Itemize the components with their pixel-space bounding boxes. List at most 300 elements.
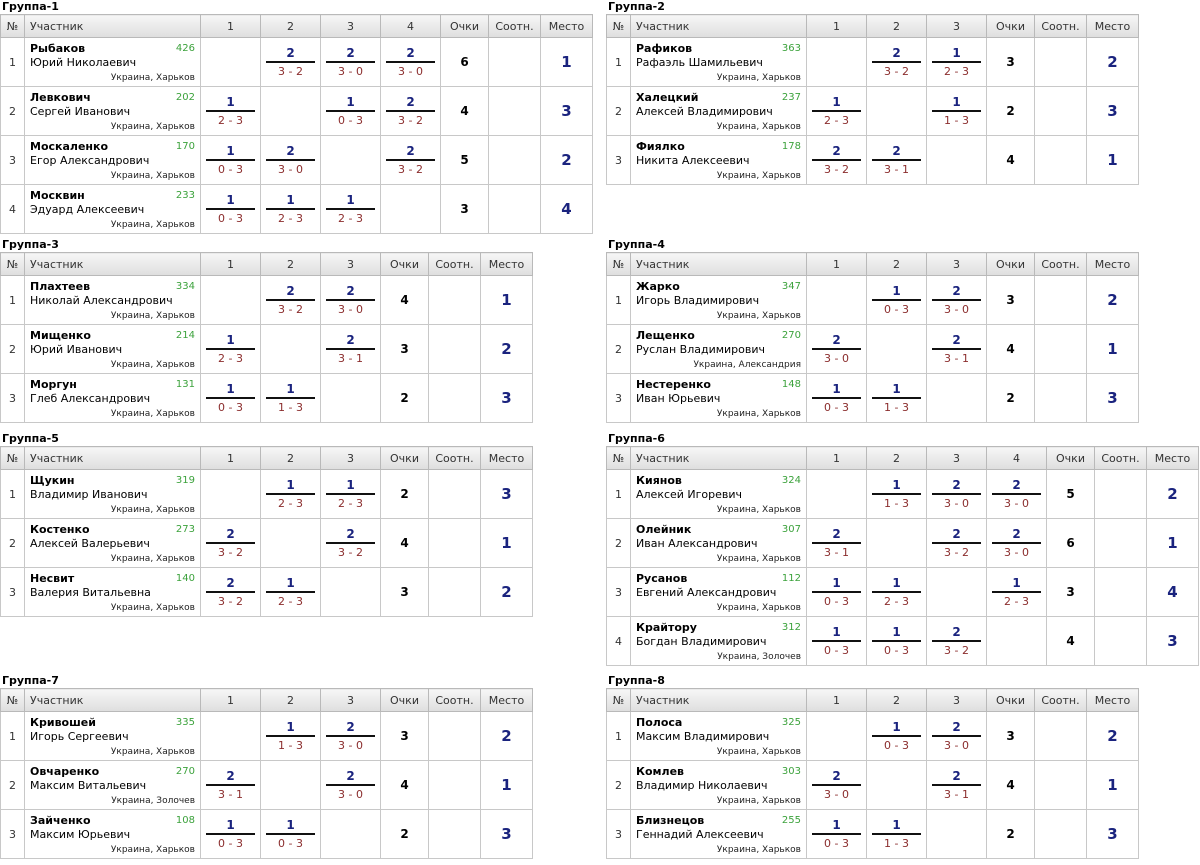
player-rating: 312	[781, 622, 801, 633]
match-result	[987, 519, 1047, 568]
header-num: №	[1, 447, 25, 470]
match-result	[201, 568, 261, 617]
player-lastname[interactable]: Зайченко	[30, 814, 91, 827]
place-cell: 3	[1147, 617, 1199, 666]
match-result	[807, 374, 867, 423]
header-opponent: 3	[927, 15, 987, 38]
header-row	[1, 15, 593, 38]
match-points: 2	[286, 283, 295, 298]
header-opponent: 1	[807, 447, 867, 470]
player-city: Украина, Харьков	[110, 603, 195, 613]
row-number: 1	[1, 276, 25, 325]
header-row	[1, 447, 533, 470]
self-match-cell	[807, 38, 867, 87]
player-rating: 335	[175, 717, 195, 728]
points-cell: 2	[987, 810, 1035, 859]
match-points: 2	[346, 719, 355, 734]
match-points: 2	[226, 526, 235, 541]
points-cell: 2	[987, 87, 1035, 136]
match-result	[807, 519, 867, 568]
match-points: 1	[346, 192, 355, 207]
group-table	[606, 688, 1139, 859]
points-cell: 4	[987, 325, 1035, 374]
player-lastname[interactable]: Мищенко	[30, 329, 91, 342]
player-lastname[interactable]: Халецкий	[636, 91, 699, 104]
player-cell[interactable]	[25, 761, 201, 810]
player-lastname[interactable]: Нестеренко	[636, 378, 711, 391]
player-cell[interactable]	[631, 617, 807, 666]
points-cell: 6	[441, 38, 489, 87]
header-player: Участник	[631, 15, 807, 38]
points-cell: 4	[987, 136, 1035, 185]
points-cell: 4	[441, 87, 489, 136]
match-points: 1	[832, 624, 841, 639]
player-lastname[interactable]: Несвит	[30, 572, 75, 585]
match-points: 2	[226, 768, 235, 783]
header-ratio: Соотн.	[1035, 253, 1087, 276]
match-score: 2 - 3	[884, 594, 909, 608]
ratio-cell	[1095, 568, 1147, 617]
points-cell: 6	[1047, 519, 1095, 568]
match-score: 3 - 2	[944, 545, 969, 559]
match-score: 0 - 3	[218, 162, 243, 176]
header-place: Место	[1087, 253, 1139, 276]
player-city: Украина, Харьков	[716, 171, 801, 181]
self-match-cell	[807, 276, 867, 325]
player-cell[interactable]	[631, 276, 807, 325]
match-score: 3 - 0	[338, 738, 363, 752]
match-result	[807, 568, 867, 617]
player-cell[interactable]	[631, 374, 807, 423]
row-number: 1	[607, 712, 631, 761]
ratio-cell	[429, 810, 481, 859]
player-lastname[interactable]: Лещенко	[636, 329, 695, 342]
header-place: Место	[481, 689, 533, 712]
player-city: Украина, Харьков	[716, 409, 801, 419]
match-result	[867, 617, 927, 666]
match-score: 1 - 3	[884, 836, 909, 850]
place-cell: 1	[1087, 761, 1139, 810]
player-cell[interactable]	[25, 38, 201, 87]
player-rating: 108	[175, 815, 195, 826]
header-opponent: 1	[201, 253, 261, 276]
match-result	[927, 38, 987, 87]
match-points: 1	[832, 381, 841, 396]
match-score: 1 - 3	[884, 400, 909, 414]
match-score: 0 - 3	[218, 211, 243, 225]
points-cell: 3	[381, 325, 429, 374]
row-number: 3	[607, 374, 631, 423]
place-cell: 2	[481, 325, 533, 374]
match-result	[261, 276, 321, 325]
player-firstname: Алексей Валерьевич	[30, 537, 150, 550]
ratio-cell	[489, 87, 541, 136]
match-score: 1 - 3	[944, 113, 969, 127]
player-lastname[interactable]: Киянов	[636, 474, 682, 487]
match-points: 1	[286, 575, 295, 590]
self-match-cell	[987, 617, 1047, 666]
self-match-cell	[321, 374, 381, 423]
place-cell: 3	[1087, 810, 1139, 859]
match-result	[321, 712, 381, 761]
ratio-cell	[1035, 136, 1087, 185]
row-number: 2	[607, 519, 631, 568]
player-city: Украина, Харьков	[110, 171, 195, 181]
player-firstname: Валерия Витальевна	[30, 586, 151, 599]
player-rating: 273	[175, 524, 195, 535]
table-row	[1, 712, 533, 761]
header-opponent: 2	[261, 253, 321, 276]
player-cell[interactable]	[631, 712, 807, 761]
match-result	[927, 761, 987, 810]
match-result	[321, 761, 381, 810]
row-number: 3	[1, 136, 25, 185]
match-points: 1	[286, 381, 295, 396]
match-points: 1	[226, 381, 235, 396]
header-player: Участник	[25, 15, 201, 38]
header-opponent: 3	[321, 447, 381, 470]
match-points: 1	[346, 94, 355, 109]
player-cell[interactable]	[631, 568, 807, 617]
player-cell[interactable]	[25, 87, 201, 136]
header-opponent: 1	[201, 15, 261, 38]
header-num: №	[607, 689, 631, 712]
match-score: 0 - 3	[824, 836, 849, 850]
group-5	[0, 432, 533, 617]
player-firstname: Евгений Александрович	[636, 586, 777, 599]
player-lastname[interactable]: Комлев	[636, 765, 685, 778]
header-row	[607, 253, 1139, 276]
player-rating: 214	[175, 330, 195, 341]
player-lastname[interactable]: Овчаренко	[30, 765, 100, 778]
ratio-cell	[1035, 276, 1087, 325]
player-lastname[interactable]: Жарко	[636, 280, 680, 293]
player-rating: 112	[781, 573, 801, 584]
player-lastname[interactable]: Щукин	[30, 474, 75, 487]
points-cell: 3	[381, 712, 429, 761]
player-rating: 237	[781, 92, 801, 103]
header-opponent: 1	[807, 689, 867, 712]
points-cell: 3	[987, 276, 1035, 325]
player-firstname: Никита Алексеевич	[636, 154, 750, 167]
match-score: 2 - 3	[338, 211, 363, 225]
match-points: 2	[346, 45, 355, 60]
self-match-cell	[867, 761, 927, 810]
group-title: Группа-2	[608, 0, 665, 13]
header-player: Участник	[631, 689, 807, 712]
table-row	[1, 136, 593, 185]
player-cell[interactable]	[25, 185, 201, 234]
match-result	[381, 87, 441, 136]
player-rating: 307	[781, 524, 801, 535]
player-city: Украина, Харьков	[716, 845, 801, 855]
header-num: №	[607, 447, 631, 470]
player-city: Украина, Харьков	[110, 747, 195, 757]
match-result	[261, 374, 321, 423]
match-score: 0 - 3	[884, 738, 909, 752]
match-result	[261, 568, 321, 617]
ratio-cell	[489, 38, 541, 87]
match-score: 3 - 0	[1004, 545, 1029, 559]
ratio-cell	[1095, 519, 1147, 568]
match-result	[201, 810, 261, 859]
self-match-cell	[927, 810, 987, 859]
player-firstname: Максим Владимирович	[636, 730, 770, 743]
row-number: 2	[1, 325, 25, 374]
player-cell[interactable]	[25, 568, 201, 617]
header-points: Очки	[987, 689, 1035, 712]
self-match-cell	[807, 712, 867, 761]
match-result	[927, 519, 987, 568]
group-title: Группа-7	[2, 674, 59, 687]
match-points: 1	[892, 283, 901, 298]
player-city: Украина, Харьков	[110, 505, 195, 515]
match-points: 2	[952, 624, 961, 639]
match-result	[201, 519, 261, 568]
match-score: 2 - 3	[824, 113, 849, 127]
match-score: 2 - 3	[218, 113, 243, 127]
table-row	[1, 761, 533, 810]
table-row	[607, 568, 1199, 617]
match-points: 2	[832, 768, 841, 783]
match-score: 3 - 0	[338, 64, 363, 78]
player-rating: 255	[781, 815, 801, 826]
match-result	[807, 761, 867, 810]
row-number: 3	[607, 810, 631, 859]
header-opponent: 3	[927, 689, 987, 712]
player-firstname: Егор Александрович	[30, 154, 150, 167]
points-cell: 3	[381, 568, 429, 617]
match-result	[807, 810, 867, 859]
player-firstname: Глеб Александрович	[30, 392, 151, 405]
player-cell[interactable]	[25, 712, 201, 761]
group-title: Группа-1	[2, 0, 59, 13]
player-lastname[interactable]: Крайтору	[636, 621, 697, 634]
ratio-cell	[1035, 38, 1087, 87]
header-points: Очки	[381, 689, 429, 712]
player-firstname: Иван Александрович	[636, 537, 758, 550]
match-points: 1	[286, 817, 295, 832]
match-score: 0 - 3	[218, 836, 243, 850]
player-lastname[interactable]: Москаленко	[30, 140, 109, 153]
place-cell: 1	[481, 761, 533, 810]
match-score: 3 - 2	[218, 545, 243, 559]
player-lastname[interactable]: Рыбаков	[30, 42, 86, 55]
match-points: 2	[346, 526, 355, 541]
header-opponent: 2	[867, 253, 927, 276]
row-number: 2	[607, 87, 631, 136]
match-result	[321, 276, 381, 325]
player-lastname[interactable]: Фиялко	[636, 140, 685, 153]
player-firstname: Владимир Николаевич	[636, 779, 768, 792]
match-result	[867, 374, 927, 423]
match-result	[321, 185, 381, 234]
player-cell[interactable]	[25, 136, 201, 185]
row-number: 3	[607, 568, 631, 617]
group-4	[606, 238, 1139, 423]
player-lastname[interactable]: Плахтеев	[30, 280, 91, 293]
player-firstname: Алексей Игоревич	[636, 488, 743, 501]
self-match-cell	[867, 519, 927, 568]
player-cell[interactable]	[25, 325, 201, 374]
match-score: 2 - 3	[218, 351, 243, 365]
match-score: 3 - 0	[338, 787, 363, 801]
player-rating: 140	[175, 573, 195, 584]
header-points: Очки	[381, 253, 429, 276]
header-ratio: Соотн.	[429, 689, 481, 712]
player-rating: 347	[781, 281, 801, 292]
table-row	[1, 38, 593, 87]
points-cell: 2	[381, 470, 429, 519]
points-cell: 3	[441, 185, 489, 234]
match-score: 2 - 3	[278, 496, 303, 510]
self-match-cell	[201, 38, 261, 87]
place-cell: 1	[1087, 325, 1139, 374]
player-cell[interactable]	[631, 87, 807, 136]
player-lastname[interactable]: Левкович	[30, 91, 91, 104]
player-rating: 178	[781, 141, 801, 152]
player-cell[interactable]	[631, 136, 807, 185]
table-row	[1, 374, 533, 423]
match-result	[381, 136, 441, 185]
header-opponent: 3	[321, 689, 381, 712]
row-number: 4	[1, 185, 25, 234]
table-row	[1, 185, 593, 234]
header-points: Очки	[441, 15, 489, 38]
player-cell[interactable]	[631, 810, 807, 859]
table-row	[607, 38, 1139, 87]
player-lastname[interactable]: Рафиков	[636, 42, 693, 55]
match-points: 1	[1012, 575, 1021, 590]
match-points: 2	[952, 719, 961, 734]
player-lastname[interactable]: Москвин	[30, 189, 85, 202]
header-opponent: 3	[321, 253, 381, 276]
match-score: 0 - 3	[824, 400, 849, 414]
player-lastname[interactable]: Близнецов	[636, 814, 705, 827]
header-player: Участник	[25, 689, 201, 712]
match-score: 1 - 3	[278, 738, 303, 752]
header-opponent: 3	[927, 447, 987, 470]
place-cell: 1	[1087, 136, 1139, 185]
header-player: Участник	[25, 253, 201, 276]
self-match-cell	[321, 568, 381, 617]
match-score: 3 - 2	[398, 162, 423, 176]
match-points: 2	[832, 143, 841, 158]
player-lastname[interactable]: Моргун	[30, 378, 77, 391]
match-points: 1	[286, 719, 295, 734]
match-points: 2	[1012, 526, 1021, 541]
self-match-cell	[867, 325, 927, 374]
player-cell[interactable]	[25, 810, 201, 859]
player-cell[interactable]	[631, 470, 807, 519]
player-lastname[interactable]: Русанов	[636, 572, 688, 585]
player-lastname[interactable]: Костенко	[30, 523, 90, 536]
match-points: 2	[346, 283, 355, 298]
group-1	[0, 0, 593, 234]
table-row	[607, 617, 1199, 666]
points-cell: 4	[381, 276, 429, 325]
group-title: Группа-8	[608, 674, 665, 687]
header-opponent: 3	[321, 15, 381, 38]
match-score: 3 - 0	[824, 787, 849, 801]
player-firstname: Геннадий Алексеевич	[636, 828, 764, 841]
match-points: 2	[406, 45, 415, 60]
match-score: 3 - 0	[824, 351, 849, 365]
player-lastname[interactable]: Кривошей	[30, 716, 96, 729]
match-points: 2	[406, 94, 415, 109]
player-rating: 426	[175, 43, 195, 54]
match-points: 2	[952, 768, 961, 783]
match-points: 1	[832, 817, 841, 832]
player-lastname[interactable]: Полоса	[636, 716, 683, 729]
header-opponent: 4	[381, 15, 441, 38]
self-match-cell	[261, 87, 321, 136]
header-ratio: Соотн.	[1095, 447, 1147, 470]
header-points: Очки	[987, 253, 1035, 276]
header-num: №	[1, 15, 25, 38]
match-score: 2 - 3	[278, 594, 303, 608]
header-row	[1, 689, 533, 712]
match-points: 1	[226, 94, 235, 109]
table-row	[1, 568, 533, 617]
player-firstname: Руслан Владимирович	[636, 343, 766, 356]
match-result	[927, 276, 987, 325]
header-opponent: 1	[201, 447, 261, 470]
match-result	[201, 761, 261, 810]
match-result	[927, 712, 987, 761]
place-cell: 1	[1147, 519, 1199, 568]
match-result	[201, 136, 261, 185]
player-city: Украина, Харьков	[110, 73, 195, 83]
player-cell[interactable]	[25, 374, 201, 423]
row-number: 2	[607, 761, 631, 810]
header-opponent: 2	[867, 15, 927, 38]
match-score: 3 - 2	[278, 302, 303, 316]
ratio-cell	[429, 568, 481, 617]
player-cell[interactable]	[631, 38, 807, 87]
header-opponent: 2	[261, 15, 321, 38]
self-match-cell	[927, 136, 987, 185]
match-result	[867, 568, 927, 617]
ratio-cell	[429, 276, 481, 325]
group-title: Группа-3	[2, 238, 59, 251]
self-match-cell	[201, 470, 261, 519]
player-cell[interactable]	[25, 519, 201, 568]
player-cell[interactable]	[631, 761, 807, 810]
row-number: 3	[607, 136, 631, 185]
match-score: 2 - 3	[338, 496, 363, 510]
match-points: 1	[952, 94, 961, 109]
ratio-cell	[1095, 617, 1147, 666]
player-cell[interactable]	[25, 470, 201, 519]
header-row	[1, 253, 533, 276]
player-city: Украина, Харьков	[110, 220, 195, 230]
player-city: Украина, Харьков	[716, 311, 801, 321]
match-score: 3 - 0	[944, 302, 969, 316]
row-number: 1	[1, 470, 25, 519]
player-cell[interactable]	[25, 276, 201, 325]
player-cell[interactable]	[631, 519, 807, 568]
player-rating: 148	[781, 379, 801, 390]
player-lastname[interactable]: Олейник	[636, 523, 692, 536]
header-place: Место	[481, 447, 533, 470]
match-result	[807, 617, 867, 666]
player-cell[interactable]	[631, 325, 807, 374]
header-ratio: Соотн.	[1035, 15, 1087, 38]
ratio-cell	[429, 712, 481, 761]
table-row	[1, 519, 533, 568]
match-result	[867, 136, 927, 185]
